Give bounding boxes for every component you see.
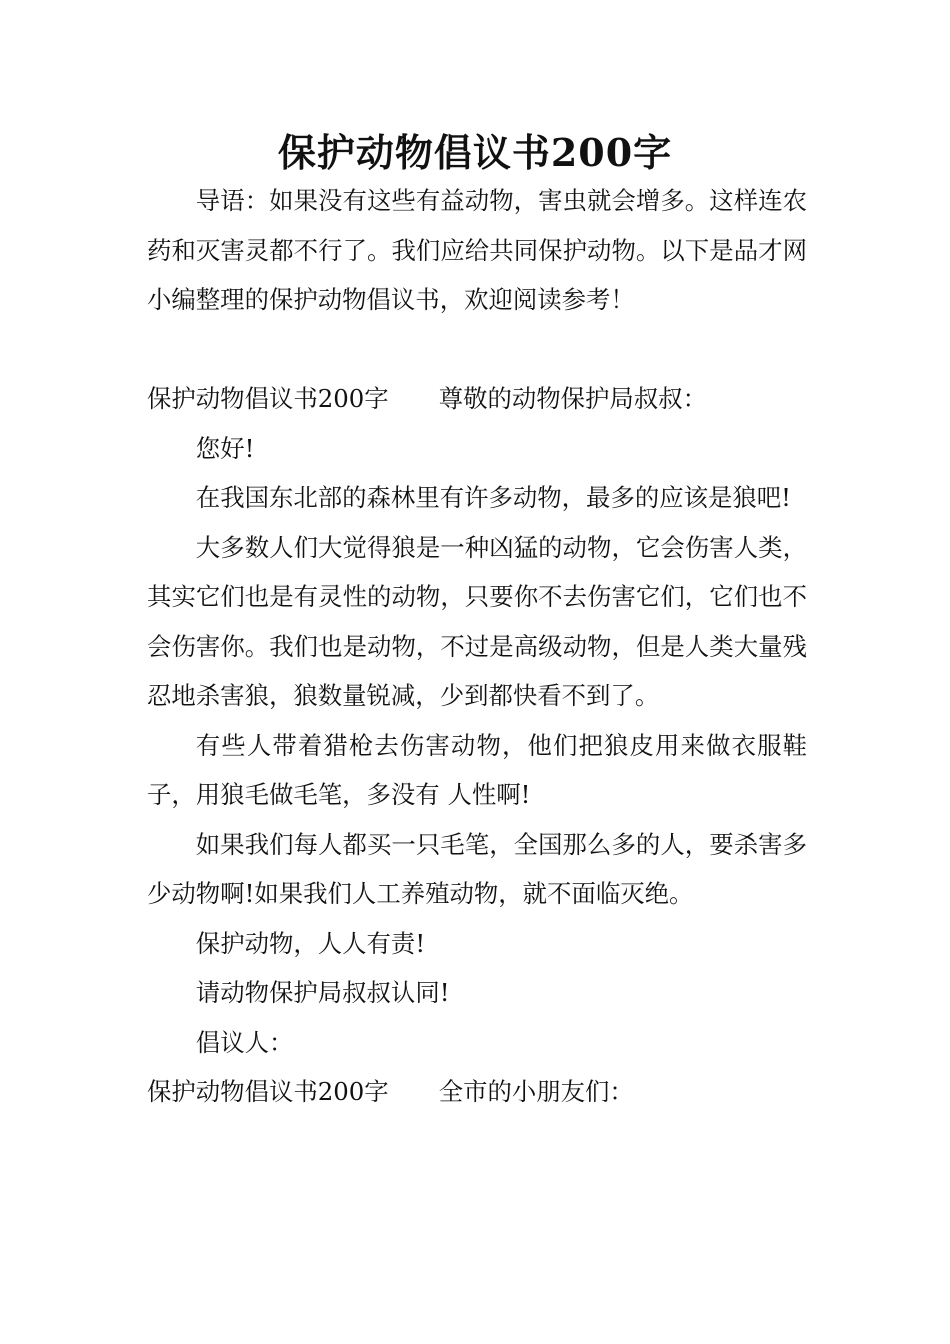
section-2-salutation: 全市的小朋友们：	[438, 1077, 634, 1106]
intro-paragraph: 导语：如果没有这些有益动物，害虫就会增多。这样连农药和灭害灵都不行了。我们应给共同保护动物。以下是品才网小编整理的保护动物倡议书，欢迎阅读参考！	[147, 186, 807, 314]
body-paragraph-3: 有些人带着猎枪去伤害动物，他们把狼皮用来做衣服鞋子，用狼毛做毛笔，多没有 人性啊!	[147, 730, 807, 809]
signature-label: 倡议人：	[195, 1027, 294, 1057]
section-2-heading: 保护动物倡议书200字	[147, 1077, 389, 1106]
body-paragraph-6: 请动物保护局叔叔认同!	[195, 978, 450, 1007]
document-title: 保护动物倡议书200字	[277, 130, 673, 175]
body-paragraph-1: 在我国东北部的森林里有许多动物，最多的应该是狼吧!	[195, 483, 791, 512]
document-body	[147, 176, 807, 1117]
section-1-salutation: 尊敬的动物保护局叔叔：	[438, 384, 707, 413]
section-1-heading: 保护动物倡议书200字	[147, 384, 389, 413]
blank-line	[147, 325, 807, 375]
section-1-heading-line	[147, 374, 807, 424]
greeting-paragraph: 您好!	[195, 433, 255, 463]
body-paragraph-4: 如果我们每人都买一只毛笔，全国那么多的人，要杀害多少动物啊!如果我们人工养殖动物，就不面临灭绝。	[147, 829, 807, 908]
body-paragraph-2: 大多数人们大觉得狼是一种凶猛的动物，它会伤害人类，其实它们也是有灵性的动物，只要你不去伤害它们，它们也不会伤害你。我们也是动物，不过是高级动物，但是人类大量残忍地杀害狼，狼数量锐减，少到都快看不到了。	[147, 532, 807, 710]
section-2-heading-line	[147, 1067, 807, 1117]
body-paragraph-5: 保护动物，人人有责!	[195, 928, 426, 958]
